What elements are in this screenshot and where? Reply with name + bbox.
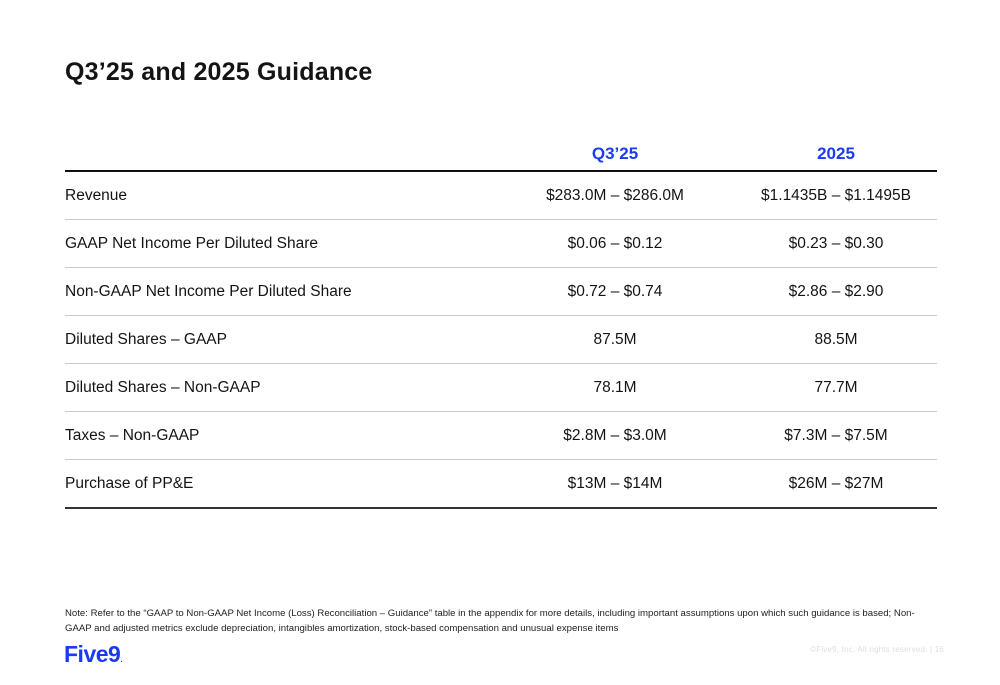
q3-value: 78.1M (593, 378, 637, 396)
table-row (65, 316, 937, 364)
five9-logo-text: Five9 (64, 641, 121, 667)
fy-value: $1.1435B – $1.1495B (761, 186, 911, 204)
fy-value: $7.3M – $7.5M (784, 426, 888, 444)
q3-value: $0.72 – $0.74 (567, 282, 663, 300)
page-title: Q3’25 and 2025 Guidance (65, 58, 373, 86)
fy-value: $26M – $27M (788, 474, 884, 492)
header-spacer (65, 164, 495, 170)
fy-value: $0.23 – $0.30 (788, 234, 884, 252)
guidance-table (65, 140, 937, 509)
table-row (65, 220, 937, 268)
table-row (65, 460, 937, 509)
five9-logo (64, 641, 122, 668)
footnote: Note: Refer to the “GAAP to Non-GAAP Net Income (Loss) Reconciliation – Guidance” table in the appendix for more details, including important assumptions upon which such guidance is based; Non-GAAP and adjusted metrics exclude depreciation, intangibles amortization, stock-based compensation and unusual expense items (65, 608, 915, 634)
table-row (65, 364, 937, 412)
row-label: Taxes – Non-GAAP (65, 426, 200, 444)
q3-value: $0.06 – $0.12 (567, 234, 663, 252)
q3-value: $283.0M – $286.0M (546, 186, 684, 204)
row-label: Diluted Shares – Non-GAAP (65, 378, 261, 396)
header-2025: 2025 (817, 144, 855, 163)
table-row (65, 412, 937, 460)
table-row (65, 172, 937, 220)
row-label: Revenue (65, 186, 128, 204)
table-row (65, 268, 937, 316)
fy-value: $2.86 – $2.90 (788, 282, 884, 300)
table-header-row (65, 140, 937, 172)
header-q3-25: Q3’25 (591, 144, 639, 163)
registered-mark-dot: . (120, 655, 123, 664)
q3-value: 87.5M (593, 330, 637, 348)
row-label: GAAP Net Income Per Diluted Share (65, 234, 319, 252)
copyright-text: ©Five9, Inc. All rights reserved. | 16 (810, 645, 944, 654)
row-label: Diluted Shares – GAAP (65, 330, 227, 348)
fy-value: 88.5M (814, 330, 858, 348)
row-label: Non-GAAP Net Income Per Diluted Share (65, 282, 352, 300)
row-label: Purchase of PP&E (65, 474, 194, 492)
q3-value: $2.8M – $3.0M (563, 426, 667, 444)
q3-value: $13M – $14M (567, 474, 663, 492)
fy-value: 77.7M (814, 378, 858, 396)
